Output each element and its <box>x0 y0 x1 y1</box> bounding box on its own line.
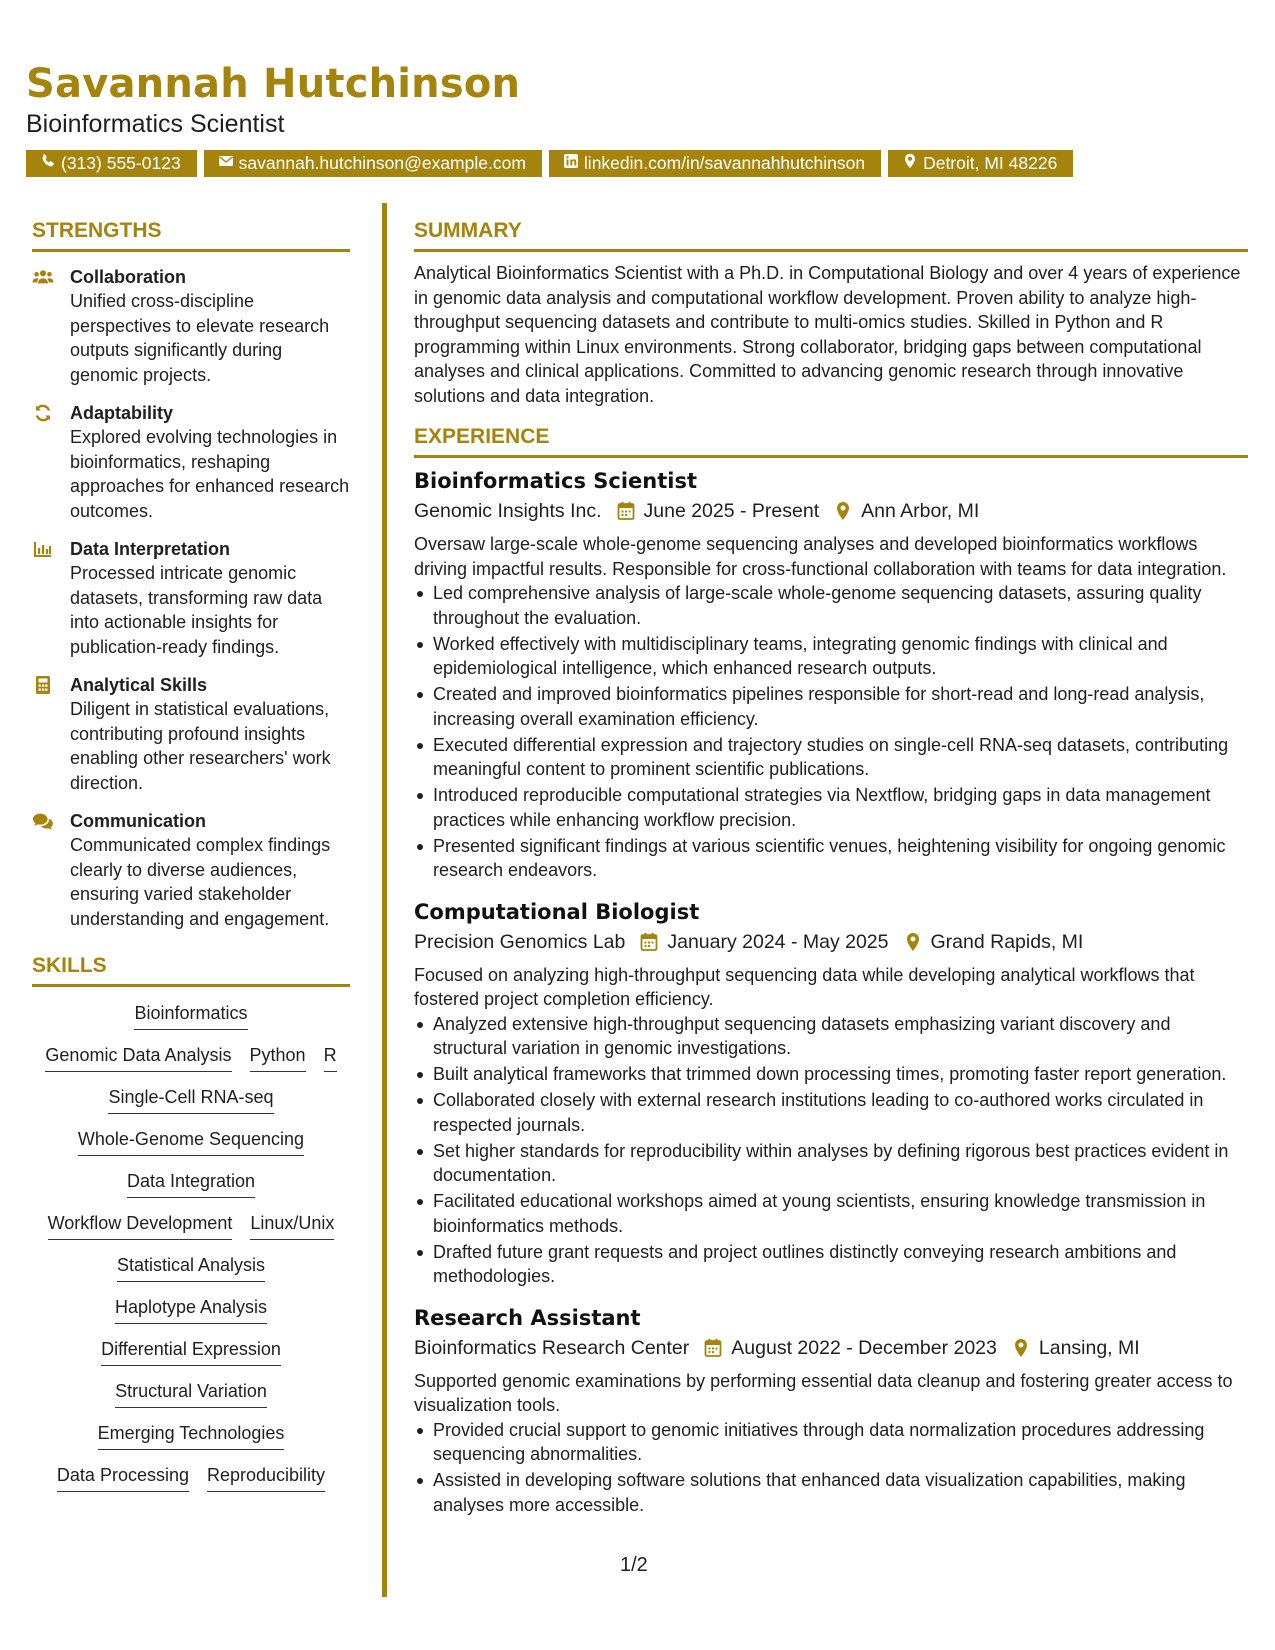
job-meta <box>414 496 1248 526</box>
bullet-item: Worked effectively with multidisciplinary teams, integrating genomic findings with clinical and epidemiological intelligence, which enhanced research outputs. <box>414 632 1248 681</box>
strength-item <box>32 401 350 523</box>
skill-row <box>32 1253 350 1282</box>
strength-item <box>32 265 350 387</box>
job-title: Bioinformatics Scientist <box>414 469 697 494</box>
job-entry <box>414 897 1248 1289</box>
skill-tag: Differential Expression <box>101 1337 281 1366</box>
company-name: Precision Genomics Lab <box>414 930 626 953</box>
linkedin-icon <box>563 150 579 177</box>
contact-email-text: savannah.hutchinson@example.com <box>238 152 526 173</box>
column-divider <box>382 203 387 1597</box>
skill-tag: Single-Cell RNA-seq <box>108 1085 273 1114</box>
strength-desc: Diligent in statistical evaluations, contributing profound insights enabling other researchers' work direction. <box>70 699 331 793</box>
strengths-heading: STRENGTHS <box>32 218 350 252</box>
left-column <box>32 218 350 1505</box>
strength-title: Adaptability <box>70 403 174 424</box>
strength-title: Communication <box>70 811 207 832</box>
skill-tag: Python <box>250 1043 306 1072</box>
comments-icon <box>32 809 70 931</box>
resume-header <box>26 60 1246 177</box>
summary-text: Analytical Bioinformatics Scientist with a Ph.D. in Computational Biology and over 4 years of experience in genomic data analysis and computational workflow development. Proven ability to analyze high-throughput sequencing datasets and contribute to multi-omics studies. Skilled in Python and R programming within Linux environments. Strong collaborator, bridging gaps between computational analyses and clinical applications. Committed to advancing genomic research through innovative solutions and data integration. <box>414 263 1241 406</box>
contact-linkedin-text: linkedin.com/in/savannahhutchinson <box>583 152 866 173</box>
skills-heading: SKILLS <box>32 953 350 987</box>
bullet-item: Drafted future grant requests and project outlines distinctly conveying research ambitions and methodologies. <box>414 1240 1248 1289</box>
strength-desc: Explored evolving technologies in bioinformatics, reshaping approaches for enhanced research outcomes. <box>70 427 350 521</box>
job-dates: January 2024 - May 2025 <box>667 930 889 953</box>
summary-heading: SUMMARY <box>414 218 1248 252</box>
right-column <box>414 218 1248 1519</box>
strength-item <box>32 537 350 659</box>
contact-bar <box>26 150 1246 177</box>
envelope-icon <box>218 150 234 177</box>
skill-tag: Whole-Genome Sequencing <box>78 1127 304 1156</box>
job-bullets <box>414 1012 1248 1289</box>
strength-item <box>32 673 350 795</box>
job-dates: June 2025 - Present <box>643 500 820 523</box>
job-location: Lansing, MI <box>1038 1336 1140 1359</box>
strength-title: Analytical Skills <box>70 675 208 696</box>
bullet-item: Presented significant findings at various scientific venues, heightening visibility for ongoing genomic research endeavors. <box>414 834 1248 883</box>
map-pin-icon <box>834 501 852 521</box>
calendar-icon <box>640 932 658 952</box>
skill-row <box>32 1085 350 1114</box>
skill-tag: Structural Variation <box>115 1379 267 1408</box>
bullet-item: Facilitated educational workshops aimed at young scientists, ensuring knowledge transmission in bioinformatics methods. <box>414 1189 1248 1238</box>
skill-tag: Genomic Data Analysis <box>45 1043 231 1072</box>
company-name: Genomic Insights Inc. <box>414 500 602 523</box>
job-bullets <box>414 581 1248 883</box>
contact-location-text: Detroit, MI 48226 <box>923 152 1058 173</box>
job-title: Computational Biologist <box>414 899 700 924</box>
skill-row <box>32 1211 350 1240</box>
job-entry <box>414 466 1248 883</box>
skill-row <box>32 1463 350 1492</box>
experience-heading: EXPERIENCE <box>414 424 1248 458</box>
job-dates: August 2022 - December 2023 <box>731 1336 997 1359</box>
skill-row <box>32 1169 350 1198</box>
skill-row <box>32 1127 350 1156</box>
skill-tag: Statistical Analysis <box>117 1253 265 1282</box>
skill-tag: Bioinformatics <box>134 1001 247 1030</box>
skill-row <box>32 1379 350 1408</box>
bullet-item: Analyzed extensive high-throughput sequencing datasets emphasizing variant discovery and structural variation in genomic investigations. <box>414 1012 1248 1061</box>
bullet-item: Introduced reproducible computational strategies via Nextflow, bridging gaps in data management practices while enhancing workflow precision. <box>414 783 1248 832</box>
contact-phone-text: (313) 555-0123 <box>61 152 181 173</box>
skill-row <box>32 1001 350 1030</box>
skills-list <box>32 1001 350 1492</box>
candidate-title: Bioinformatics Scientist <box>26 110 285 138</box>
job-location: Ann Arbor, MI <box>861 500 980 523</box>
bullet-item: Provided crucial support to genomic initiatives through data normalization procedures addressing sequencing abnormalities. <box>414 1418 1248 1467</box>
bullet-item: Collaborated closely with external research institutions leading to co-authored works circulated in respected journals. <box>414 1088 1248 1137</box>
skill-row <box>32 1337 350 1366</box>
job-location: Grand Rapids, MI <box>930 930 1084 953</box>
bullet-item: Executed differential expression and trajectory studies on single-cell RNA-seq datasets, contributing meaningful content to prominent scientific publications. <box>414 733 1248 782</box>
calendar-icon <box>704 1338 722 1358</box>
job-meta <box>414 927 1248 957</box>
skill-tag: Haplotype Analysis <box>115 1295 267 1324</box>
strength-title: Data Interpretation <box>70 539 231 560</box>
skill-tag: Data Processing <box>57 1463 189 1492</box>
company-name: Bioinformatics Research Center <box>414 1336 690 1359</box>
skill-tag: Workflow Development <box>48 1211 233 1240</box>
contact-phone[interactable] <box>26 150 197 177</box>
bar-chart-icon <box>32 537 70 659</box>
skill-tag: Data Integration <box>127 1169 255 1198</box>
skill-tag: R <box>324 1043 337 1072</box>
bullet-item: Assisted in developing software solutions that enhanced data visualization capabilities, making analyses more accessible. <box>414 1468 1248 1517</box>
skill-row <box>32 1043 350 1072</box>
skill-row <box>32 1421 350 1450</box>
skill-tag: Linux/Unix <box>250 1211 334 1240</box>
strength-desc: Processed intricate genomic datasets, transforming raw data into actionable insights for publication-ready findings. <box>70 563 323 657</box>
bullet-item: Set higher standards for reproducibility within analyses by defining rigorous best practices evident in documentation. <box>414 1139 1248 1188</box>
sync-icon <box>32 401 70 523</box>
map-pin-icon <box>904 932 922 952</box>
map-pin-icon <box>1012 1338 1030 1358</box>
contact-location[interactable] <box>888 150 1073 177</box>
page-number: 1/2 <box>620 1554 648 1576</box>
job-title: Research Assistant <box>414 1305 641 1330</box>
bullet-item: Built analytical frameworks that trimmed down processing times, promoting faster report generation. <box>414 1062 1248 1087</box>
bullet-item: Led comprehensive analysis of large-scale whole-genome sequencing datasets, assuring quality throughout the evaluation. <box>414 581 1248 630</box>
skill-tag: Emerging Technologies <box>98 1421 285 1450</box>
job-description: Oversaw large-scale whole-genome sequencing analyses and developed bioinformatics workflows driving impactful results. Responsible for cross-functional collaboration with teams for data integration. <box>414 534 1227 579</box>
strengths-list <box>32 265 350 931</box>
skill-row <box>32 1295 350 1324</box>
calculator-icon <box>32 673 70 795</box>
phone-icon <box>40 150 56 177</box>
contact-linkedin[interactable] <box>549 150 881 177</box>
strength-desc: Communicated complex findings clearly to diverse audiences, ensuring varied stakeholder understanding and engagement. <box>70 835 331 929</box>
contact-email[interactable] <box>204 150 542 177</box>
users-icon <box>32 265 70 387</box>
job-description: Focused on analyzing high-throughput sequencing data while developing analytical workflows that fostered project completion efficiency. <box>414 964 1195 1010</box>
skill-tag: Reproducibility <box>207 1463 325 1492</box>
map-pin-icon <box>902 150 918 177</box>
strength-desc: Unified cross-discipline perspectives to elevate research outputs significantly during genomic projects. <box>70 291 330 385</box>
job-description: Supported genomic examinations by performing essential data cleanup and fostering greater access to visualization tools. <box>414 1370 1233 1416</box>
job-meta <box>414 1333 1248 1363</box>
strength-title: Collaboration <box>70 267 186 288</box>
calendar-icon <box>617 501 635 521</box>
job-bullets <box>414 1418 1248 1518</box>
strength-item <box>32 809 350 931</box>
job-entry <box>414 1303 1248 1518</box>
candidate-name: Savannah Hutchinson <box>26 61 521 107</box>
bullet-item: Created and improved bioinformatics pipelines responsible for short-read and long-read analysis, increasing overall examination efficiency. <box>414 682 1248 731</box>
